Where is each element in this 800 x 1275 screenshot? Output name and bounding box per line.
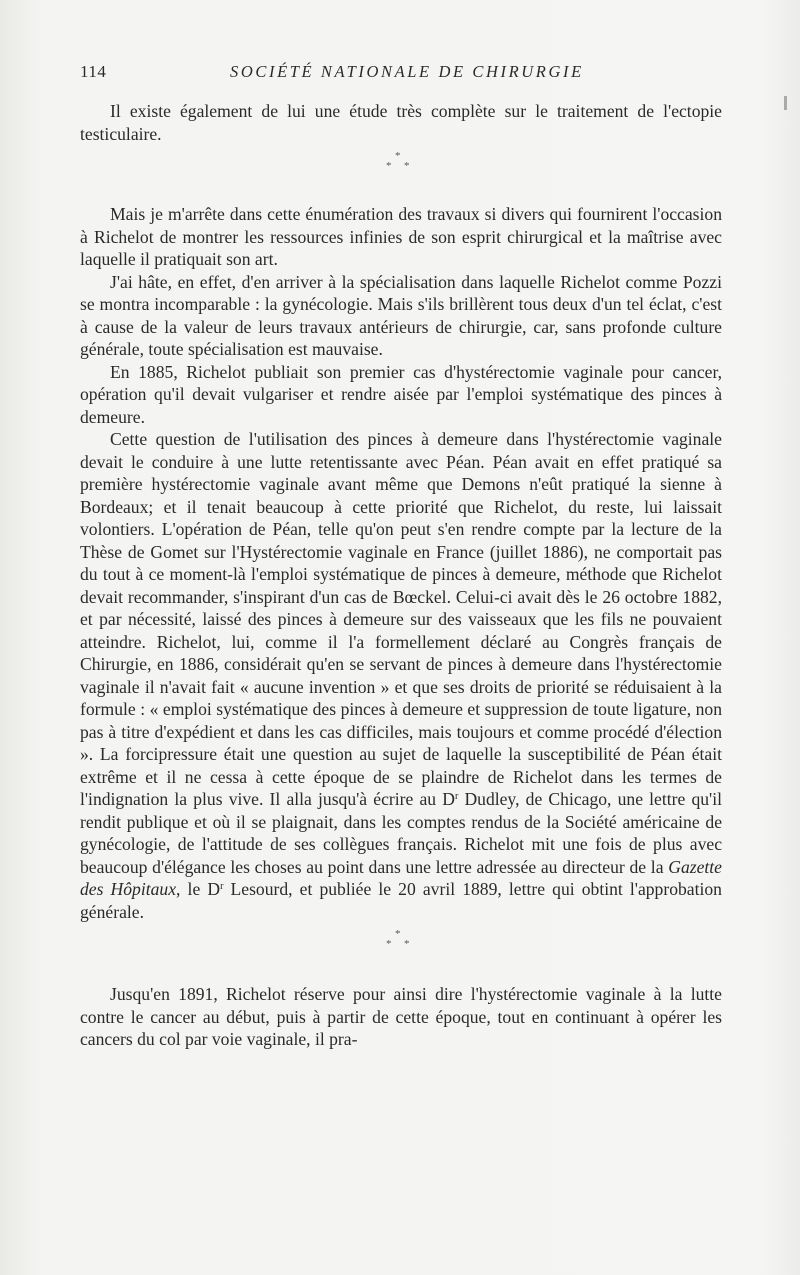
paragraph-4: En 1885, Richelot publiait son premier cas d'hystérectomie vaginale pour cancer, opération qu'il devait vulgariser et rendre aisée par l'emploi systématique des pinces à demeure. bbox=[80, 361, 722, 427]
page-header bbox=[80, 62, 720, 84]
paragraph-5-text-end: Lesourd, et publiée le 20 avril 1889, lettre qui obtint l'approbation générale. bbox=[80, 879, 722, 922]
paragraph-2: Mais je m'arrête dans cette énumération des travaux si divers qui fournirent l'occasion à Richelot de montrer les ressources infinies de son esprit chirurgical et la maîtrise avec laquelle il pratiquait son art. bbox=[80, 204, 722, 269]
journal-title: Gazette des Hôpitaux bbox=[80, 856, 722, 899]
paragraph-5-text: Cette question de l'utilisation des pinces à demeure dans l'hystérectomie vaginale devait le conduire à une lutte retentissante avec Péan. Péan avait en effet pratiqué sa première hystérectomie vaginale avant même que Demons n'eût pratiqué la sienne à Bordeaux; et il tenait beaucoup à cette priorité que Richelot, du reste, lui laissait volontiers. L'opération de Péan, telle qu'on peut s'en rendre compte par la lecture de la Thèse de Gomet sur l'Hystérectomie vaginale en France (juillet 1886), ne comportait pas du tout à ce moment-là l'emploi systématique de pinces à demeure, méthode que Richelot devait recommander, s'inspirant d'un cas de Bœckel. Celui-ci avait dès le 26 octobre 1882, et par nécessité, laissé des pinces à demeure sur des vaisseaux que les fils ne pouvaient atteindre. Richelot, lui, comme il l'a formellement déclaré au Congrès français de Chirurgie, en 1886, considérait qu'en se servant de pinces à demeure dans l'hystérectomie vaginale il n'avait fait « aucune invention » et que ses droits de priorité se réduisaient à la formule : « emploi systématique des pinces à demeure et suppression de toute ligature, non pas à titre d'expédient et dans les cas difficiles, mais toujours et comme procédé d'élection ». La forcipressure était une question au sujet de laquelle la susceptibilité de Péan était extrême et il ne cessa à cette époque de se plaindre de Richelot dans les termes de l'indignation la plus vive. Il alla jusqu'à écrire au D bbox=[80, 429, 722, 809]
asterism-divider-2 bbox=[80, 923, 722, 983]
asterism-star: * bbox=[395, 928, 401, 940]
page-edge-mark bbox=[784, 96, 787, 110]
asterism-star: * bbox=[395, 150, 401, 162]
paragraph-3: J'ai hâte, en effet, d'en arriver à la spécialisation dans laquelle Richelot comme Pozzi se montra incomparable : la gynécologie. Mais s'ils brillèrent tous deux d'un tel éclat, c'est à cause de la valeur de leurs travaux antérieurs de chirurgie, car, sans profonde culture générale, toute spécialisation est mauvaise. bbox=[80, 271, 722, 359]
asterism-star: * bbox=[404, 938, 410, 950]
paragraph-1: Il existe également de lui une étude très complète sur le traitement de l'ectopie testiculaire. bbox=[80, 101, 722, 144]
paragraph-5 bbox=[80, 428, 722, 923]
asterism-divider-1 bbox=[80, 145, 722, 203]
asterism-star: * bbox=[404, 160, 410, 172]
body-text bbox=[80, 100, 722, 1051]
paragraph-5-text-cont2: , le D bbox=[176, 879, 221, 899]
asterism-star: * bbox=[386, 160, 392, 172]
page-number: 114 bbox=[80, 62, 107, 81]
doctor-abbrev-sup: r bbox=[454, 791, 459, 802]
running-title: SOCIÉTÉ NATIONALE DE CHIRURGIE bbox=[230, 62, 584, 81]
paragraph-6: Jusqu'en 1891, Richelot réserve pour ainsi dire l'hystérectomie vaginale à la lutte contre le cancer au début, puis à partir de cette époque, tout en continuant à opérer les cancers du col par voie vaginale, il pra- bbox=[80, 984, 722, 1049]
paragraph-5-text-cont: Dudley, de Chicago, une lettre qu'il rendit publique et où il se plaignait, dans les comptes rendus de la Société américaine de gynécologie, de l'attitude de ses collègues français. Richelot mit une fois de plus avec beaucoup d'élégance les choses au point dans une lettre adressée au directeur de la bbox=[80, 789, 722, 877]
doctor-abbrev-sup: r bbox=[220, 881, 224, 892]
asterism-star: * bbox=[386, 938, 392, 950]
